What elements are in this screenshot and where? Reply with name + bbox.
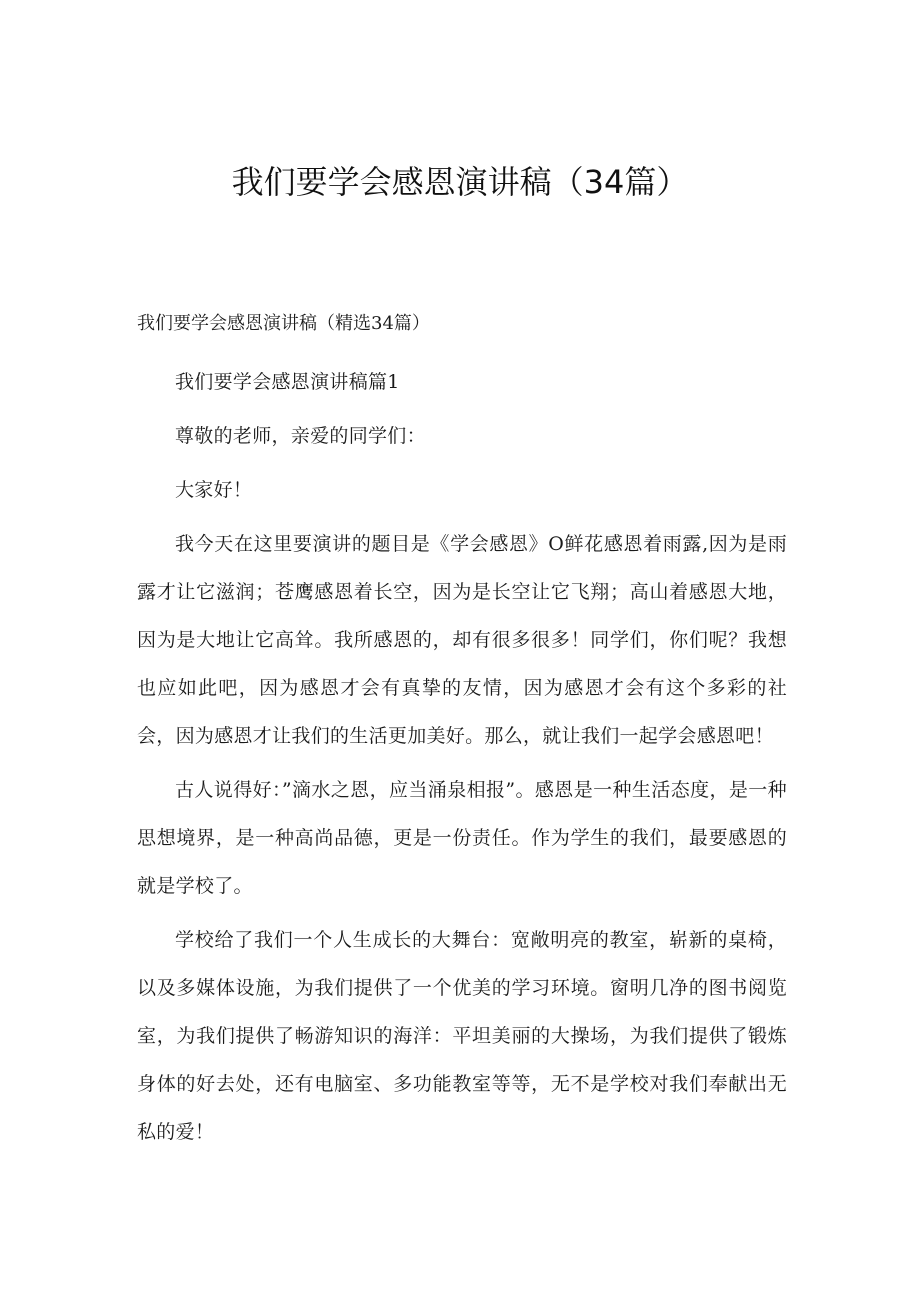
document-subtitle: 我们要学会感恩演讲稿（精选34篇）	[137, 313, 430, 334]
paragraph-2: 古人说得好：”滴水之恩，应当涌泉相报”。感恩是一种生活态度，是一种思想境界，是一种高尚品德，更是一份责任。作为学生的我们，最要感恩的就是学校了。	[137, 779, 787, 897]
salutation: 尊敬的老师，亲爱的同学们：	[175, 425, 426, 447]
paragraph-3: 学校给了我们一个人生成长的大舞台：宽敞明亮的教室，崭新的桌椅，以及多媒体设施，为我们提供了一个优美的学习环境。窗明几净的图书阅览室，为我们提供了畅游知识的海洋：平坦美丽的大操场，为我们提供了锻炼身体的好去处，还有电脑室、多功能教室等等，无不是学校对我们奉献出无私的爱！	[137, 929, 787, 1143]
greeting: 大家好！	[175, 479, 253, 501]
document-title: 我们要学会感恩演讲稿（34篇）	[231, 163, 689, 201]
document-body	[137, 358, 787, 1162]
section-heading: 我们要学会感恩演讲稿篇1	[175, 371, 400, 393]
paragraph-1: 我今天在这里要演讲的题目是《学会感恩》O鲜花感恩着雨露,因为是雨露才让它滋润；苍鹰感恩着长空，因为是长空让它飞翔；高山着感恩大地，因为是大地让它高耸。我所感恩的，却有很多很多！同学们，你们呢？我想也应如此吧，因为感恩才会有真挚的友情，因为感恩才会有这个多彩的社会，因为感恩才让我们的生活更加美好。那么，就让我们一起学会感恩吧！	[137, 533, 787, 747]
